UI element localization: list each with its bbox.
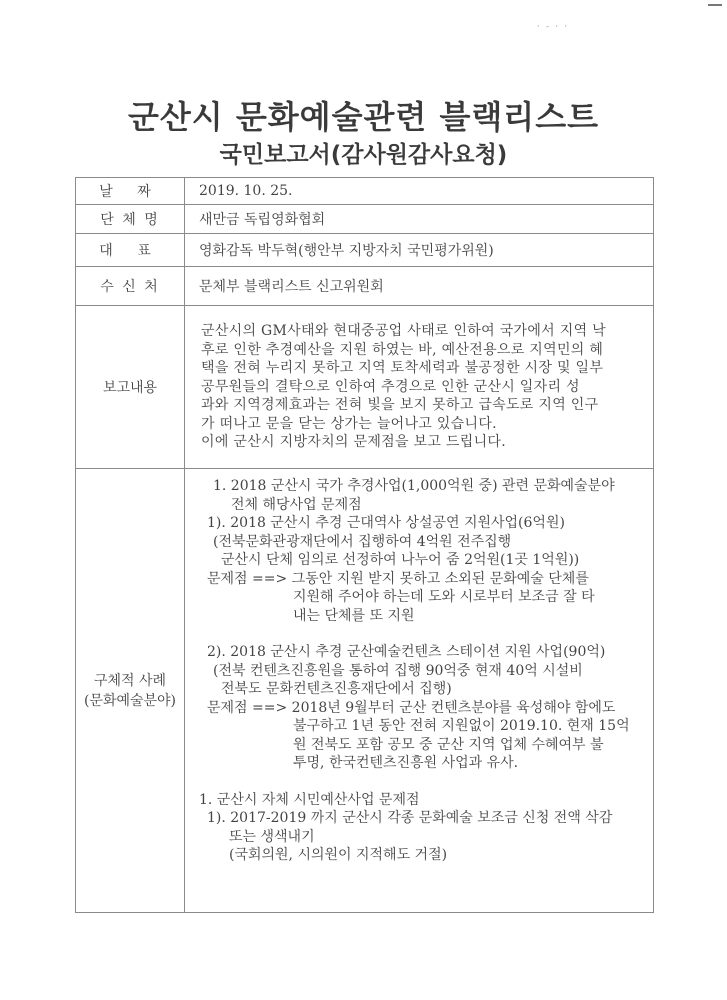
row-report-content	[76, 306, 654, 469]
section1-item2-title: 2). 2018 군산시 추경 군산예술컨텐츠 스테이션 지원 사업(90억)	[207, 644, 606, 660]
section1-item2-problem: 투명, 한국컨텐츠진흥원 사업과 유사.	[293, 755, 519, 771]
report-line: 과와 지역경제효과는 전혀 빛을 보지 못하고 급속도로 지역 인구	[201, 397, 599, 414]
row-recipient	[76, 267, 654, 306]
section1-item1-problem: 지원해 주어야 하는데 도와 시로부터 보조금 잘 타	[293, 589, 595, 605]
date-label: 날 짜	[76, 178, 185, 205]
organization-label: 단 체 명	[76, 205, 185, 234]
document-subtitle: 국민보고서(감사원감사요청)	[219, 142, 508, 168]
recipient-value: 문체부 블랙리스트 신고위원회	[185, 267, 654, 306]
section1-item1-detail: (전북문화관광재단에서 집행하여 4억원 전주집행	[213, 533, 512, 550]
document-title: 군산시 문화예술관련 블랙리스트	[127, 98, 600, 136]
section1-item2-detail: (전북 컨텐츠진흥원을 통하여 집행 90억중 현재 40억 시설비	[213, 662, 583, 679]
representative-label: 대 표	[76, 234, 185, 267]
organization-value: 새만금 독립영화협회	[185, 205, 654, 234]
section1-item1-problem: 내는 단체를 또 지원	[293, 607, 415, 624]
report-content-body	[185, 306, 654, 469]
specific-cases-label	[76, 469, 185, 913]
section1-heading-cont: 전체 해당사업 문제점	[231, 496, 362, 513]
specific-cases-body	[185, 469, 654, 913]
section1-item2-problem: 문제점 ==> 2018년 9월부터 군산 컨텐츠분야를 육성해야 함에도	[207, 699, 616, 716]
date-value: 2019. 10. 25.	[185, 178, 654, 205]
row-representative	[76, 234, 654, 267]
section1-item1-detail: 군산시 단체 임의로 선정하여 나누어 줌 2억원(1곳 1억원))	[221, 552, 580, 568]
report-line: 가 떠나고 문을 닫는 상가는 늘어나고 있습니다.	[201, 415, 497, 432]
row-date	[76, 178, 654, 205]
section2-item1-title: 1). 2017-2019 까지 군산시 각종 문화예술 보조금 신청 전액 삭감	[207, 810, 613, 826]
specific-cases-label-line1: 구체적 사례	[93, 672, 167, 689]
section1-item2-problem: 불구하고 1년 동안 전혀 지원없이 2019.10. 현재 15억	[293, 718, 630, 734]
report-line: 공무원들의 결탁으로 인하여 추경으로 인한 군산시 일자리 성	[201, 378, 580, 395]
recipient-label: 수 신 처	[76, 267, 185, 306]
specific-cases-label-line2: (문화예술분야)	[83, 692, 177, 709]
section2-item1-line: 또는 생색내기	[229, 828, 315, 845]
report-table	[75, 177, 654, 913]
representative-value: 영화감독 박두혁(행안부 지방자치 국민평가위원)	[185, 234, 654, 267]
report-line: 택을 전혀 누리지 못하고 지역 토착세력과 불공정한 시장 및 일부	[201, 360, 604, 377]
section2-heading: 1. 군산시 자체 시민예산사업 문제점	[199, 791, 420, 808]
section2-item1-line: (국회의원, 시의원이 지적해도 거절)	[229, 847, 448, 863]
report-line: 군산시의 GM사태와 현대중공업 사태로 인하여 국가에서 지역 낙	[201, 323, 606, 340]
row-specific-cases	[76, 469, 654, 913]
scan-artifact: · - · ·	[537, 22, 569, 31]
section1-item2-detail: 전북도 문화컨텐츠진흥재단에서 집행)	[221, 681, 452, 697]
row-organization	[76, 205, 654, 234]
section1-item1-problem: 문제점 ==> 그동안 지원 받지 못하고 소외된 문화예술 단체를	[207, 570, 589, 587]
section1-item1-title: 1). 2018 군산시 추경 근대역사 상설공연 지원사업(6억원)	[207, 515, 565, 531]
report-line: 후로 인한 추경예산을 지원 하였는 바, 예산전용으로 지역민의 혜	[201, 341, 604, 358]
section1-item2-problem: 원 전북도 포함 공모 중 군산 지역 업체 수혜여부 불	[293, 736, 604, 753]
report-content-label: 보고내용	[76, 306, 185, 469]
section1-heading: 1. 2018 군산시 국가 추경사업(1,000억원 중) 관련 문화예술분야	[213, 478, 615, 494]
report-line: 이에 군산시 지방자치의 문제점을 보고 드립니다.	[201, 434, 506, 451]
scan-artifact-line	[708, 4, 722, 6]
